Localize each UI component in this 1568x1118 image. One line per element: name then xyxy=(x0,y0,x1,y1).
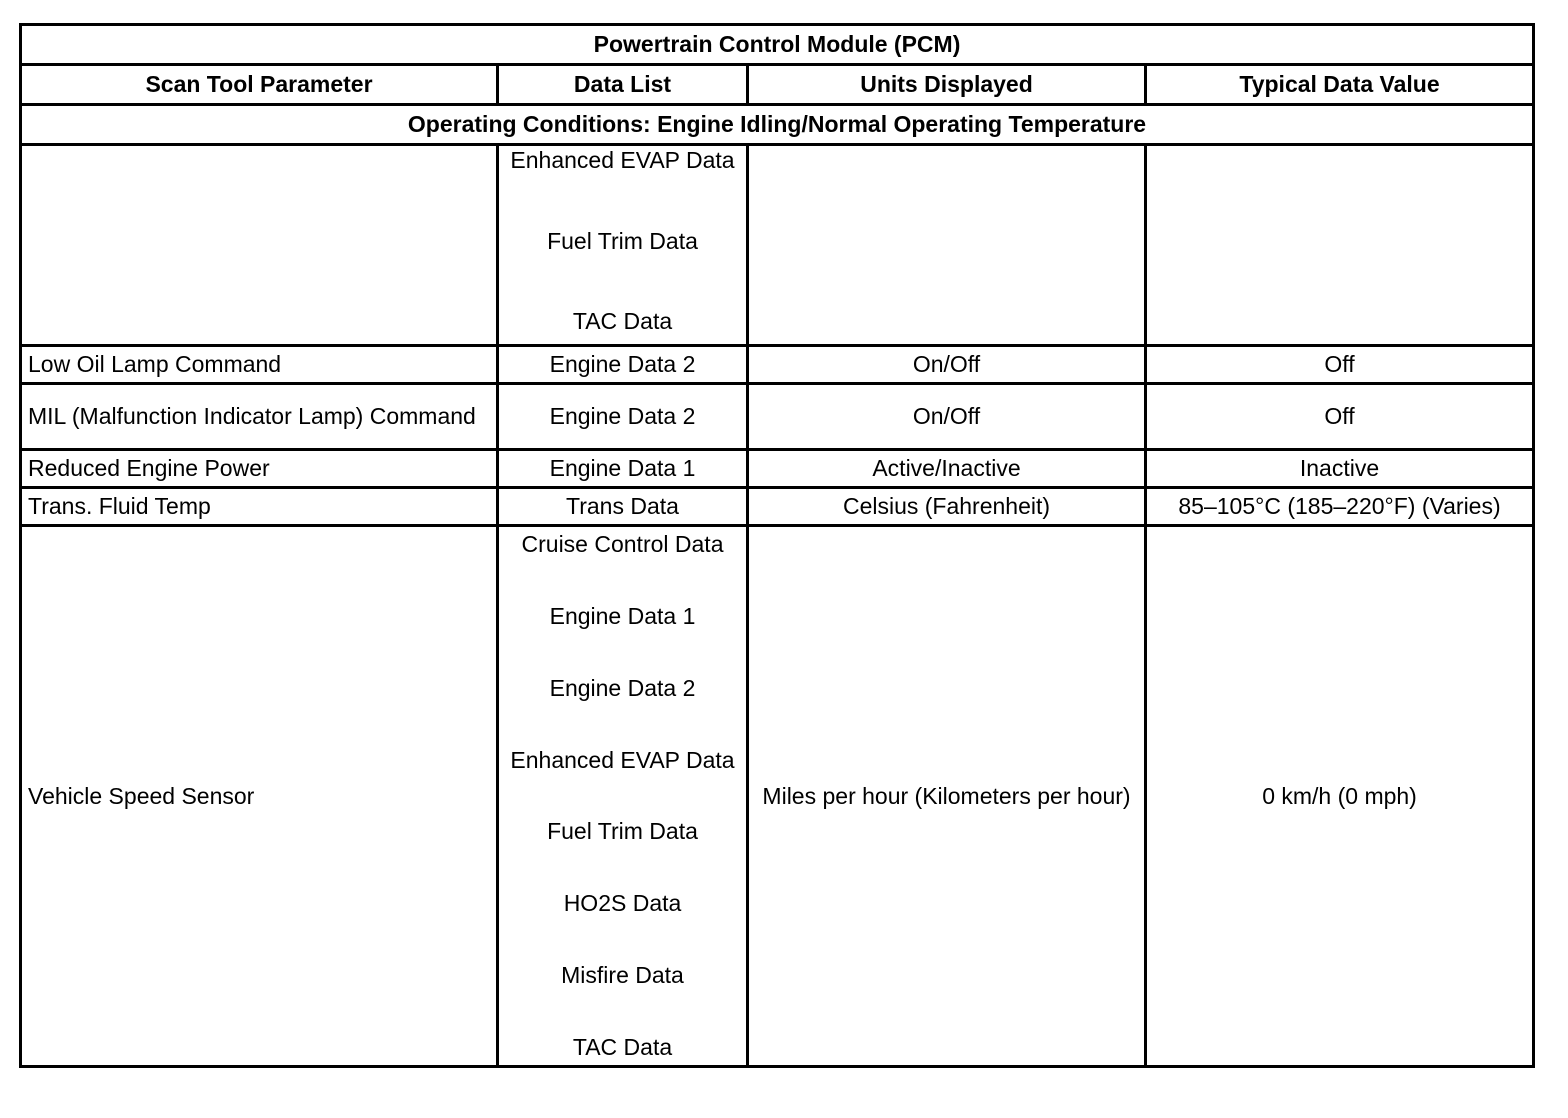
data-list-item: Misfire Data xyxy=(561,962,684,989)
data-list-item: TAC Data xyxy=(572,1033,673,1060)
table-row xyxy=(21,145,1534,346)
data-list-item: TAC Data xyxy=(572,308,673,334)
table-title-row xyxy=(21,25,1534,65)
data-list-cell: Engine Data 2 xyxy=(498,384,748,450)
parameter-cell: Vehicle Speed Sensor xyxy=(21,526,498,1067)
data-list-cell: Engine Data 1 xyxy=(498,450,748,488)
table-row xyxy=(21,346,1534,384)
typical-value-cell: 85–105°C (185–220°F) (Varies) xyxy=(1146,488,1534,526)
data-list-cell xyxy=(498,526,748,1067)
parameter-cell: Trans. Fluid Temp xyxy=(21,488,498,526)
parameter-cell: Reduced Engine Power xyxy=(21,450,498,488)
data-list-item: Engine Data 1 xyxy=(549,602,696,629)
table-row xyxy=(21,384,1534,450)
data-list-item: Enhanced EVAP Data xyxy=(510,746,735,773)
units-cell: On/Off xyxy=(748,384,1146,450)
column-header-row xyxy=(21,65,1534,105)
parameter-cell xyxy=(21,145,498,346)
units-cell xyxy=(748,145,1146,346)
table-row xyxy=(21,450,1534,488)
table-title: Powertrain Control Module (PCM) xyxy=(21,25,1534,65)
units-cell: On/Off xyxy=(748,346,1146,384)
data-list-item: Fuel Trim Data xyxy=(547,818,698,845)
typical-value-cell: Off xyxy=(1146,384,1534,450)
units-cell: Miles per hour (Kilometers per hour) xyxy=(748,526,1146,1067)
typical-value-cell: Inactive xyxy=(1146,450,1534,488)
parameter-cell: Low Oil Lamp Command xyxy=(21,346,498,384)
typical-value-cell xyxy=(1146,145,1534,346)
header-units-displayed: Units Displayed xyxy=(748,65,1146,105)
header-scan-tool-parameter: Scan Tool Parameter xyxy=(21,65,498,105)
data-list-item: Engine Data 2 xyxy=(549,674,696,701)
header-data-list: Data List xyxy=(498,65,748,105)
operating-conditions: Operating Conditions: Engine Idling/Normal Operating Temperature xyxy=(21,105,1534,145)
data-list-item: Cruise Control Data xyxy=(521,531,724,557)
table-row xyxy=(21,526,1534,1067)
units-cell: Active/Inactive xyxy=(748,450,1146,488)
data-list-item: Fuel Trim Data xyxy=(547,227,698,254)
table-row xyxy=(21,488,1534,526)
data-list-item: HO2S Data xyxy=(563,890,682,917)
typical-value-cell: 0 km/h (0 mph) xyxy=(1146,526,1534,1067)
data-list-cell: Engine Data 2 xyxy=(498,346,748,384)
operating-conditions-row xyxy=(21,105,1534,145)
units-cell: Celsius (Fahrenheit) xyxy=(748,488,1146,526)
data-list-cell: Trans Data xyxy=(498,488,748,526)
data-list-cell xyxy=(498,145,748,346)
parameter-cell: MIL (Malfunction Indicator Lamp) Command xyxy=(21,384,498,450)
typical-value-cell: Off xyxy=(1146,346,1534,384)
data-list-item: Enhanced EVAP Data xyxy=(510,147,735,173)
header-typical-data-value: Typical Data Value xyxy=(1146,65,1534,105)
pcm-data-table xyxy=(19,23,1535,1068)
